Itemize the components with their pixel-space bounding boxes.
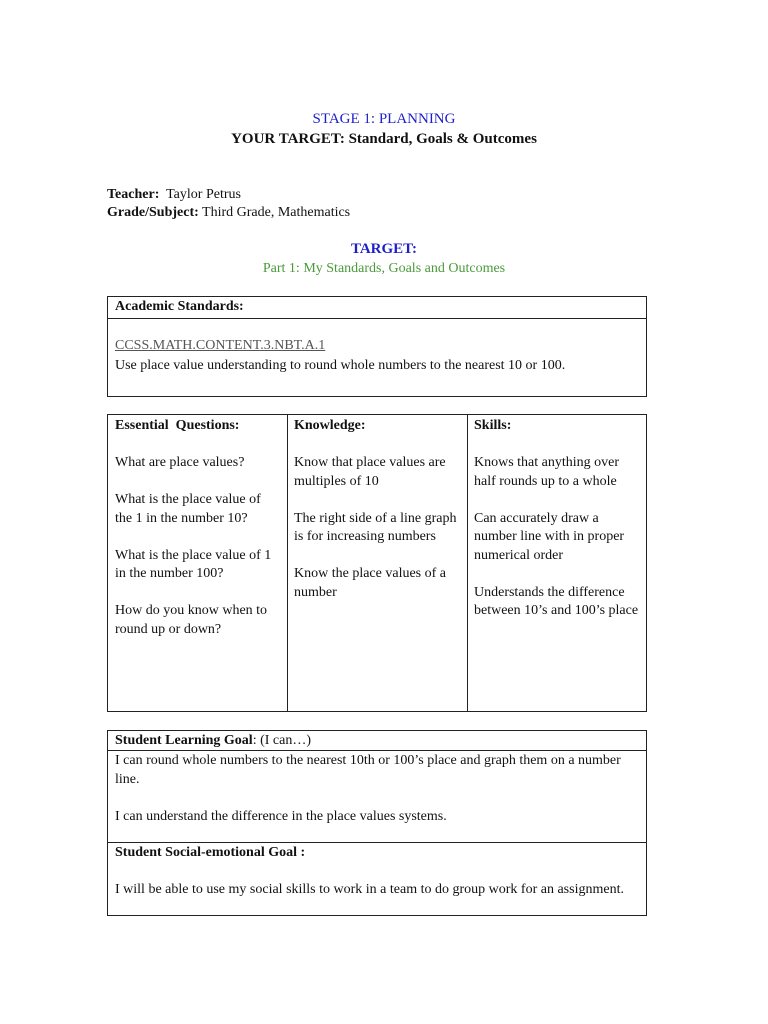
stage-title: STAGE 1: PLANNING <box>312 111 456 127</box>
standards-heading: Academic Standards: <box>115 299 244 314</box>
skill-item: Knows that anything over half rounds up to a whole <box>474 455 620 489</box>
page-title: YOUR TARGET: Standard, Goals & Outcomes <box>231 131 537 147</box>
learning-goal-suffix: : (I can…) <box>252 733 312 748</box>
learning-goal-body <box>115 752 635 845</box>
standard-text: Use place value understanding to round whole numbers to the nearest 10 or 100. <box>115 358 566 373</box>
knowledge-item: Know that place values are multiples of 10 <box>294 455 446 489</box>
knowledge-column <box>294 417 464 621</box>
teacher-line <box>107 187 241 203</box>
learning-goal-item: I can understand the difference in the place values systems. <box>115 808 447 824</box>
grade-label: Grade/Subject: <box>107 205 199 220</box>
questions-heading: Essential Questions: <box>115 418 240 433</box>
essential-questions-table <box>107 414 647 712</box>
standard-code-link[interactable]: CCSS.MATH.CONTENT.3.NBT.A.1 <box>115 338 326 353</box>
target-subtitle: Part 1: My Standards, Goals and Outcomes <box>262 261 506 276</box>
social-goal-label: Student Social-emotional Goal : <box>115 845 306 860</box>
teacher-value: Taylor Petrus <box>166 187 241 202</box>
target-title: TARGET: <box>350 241 418 257</box>
skill-item: Can accurately draw a number line with in proper numerical order <box>474 510 625 563</box>
knowledge-heading: Knowledge: <box>294 418 366 433</box>
learning-goal-item: I can round whole numbers to the nearest 10th or 100’s place and graph them on a number line. <box>115 753 621 787</box>
grade-value: Third Grade, Mathematics <box>202 205 351 220</box>
skill-item: Understands the difference between 10’s and 100’s place <box>474 584 639 618</box>
questions-column <box>115 417 281 658</box>
teacher-label: Teacher: <box>107 187 160 202</box>
student-goals-table <box>107 730 647 916</box>
learning-goal-heading <box>115 732 311 751</box>
learning-goal-label: Student Learning Goal <box>115 733 253 748</box>
question-item: What is the place value of the 1 in the number 10? <box>115 492 261 526</box>
skills-column <box>474 417 642 639</box>
question-item: How do you know when to round up or down? <box>115 603 268 637</box>
grade-line <box>107 205 350 221</box>
academic-standards-table <box>107 296 647 397</box>
question-item: What are place values? <box>115 455 245 470</box>
knowledge-item: Know the place values of a number <box>294 566 446 600</box>
knowledge-item: The right side of a line graph is for increasing numbers <box>294 510 457 544</box>
question-item: What is the place value of 1 in the number 100? <box>115 547 272 581</box>
skills-heading: Skills: <box>474 418 512 433</box>
social-goal-text: I will be able to use my social skills to work in a team to do group work for an assignment. <box>115 882 624 897</box>
